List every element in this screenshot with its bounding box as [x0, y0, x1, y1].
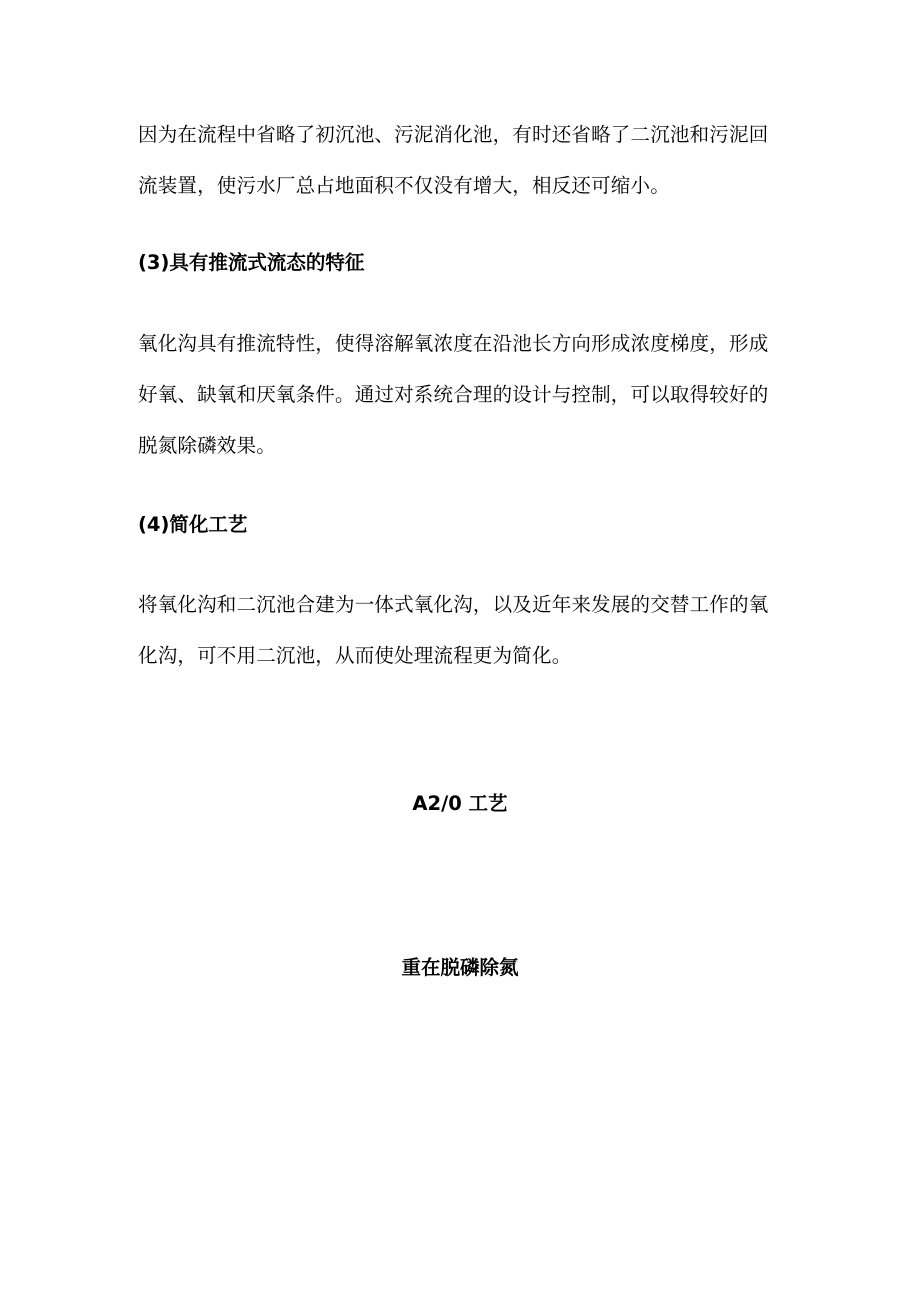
paragraph-simplified-process: 将氧化沟和二沉池合建为一体式氧化沟，以及近年来发展的交替工作的氧化沟，可不用二沉池，从而使处理流程更为简化。	[138, 593, 769, 667]
heading-simplified-process: (4)简化工艺	[138, 513, 248, 536]
section-title-a2o: A2/0 工艺	[412, 792, 508, 815]
paragraph-plug-flow: 氧化沟具有推流特性，使得溶解氧浓度在沿池长方向形成浓度梯度，形成好氧、缺氧和厌氧条件。通过对系统合理的设计与控制，可以取得较好的脱氮除磷效果。	[138, 332, 769, 457]
section-subtitle: 重在脱磷除氮	[401, 956, 519, 979]
heading-plug-flow-feature: (3)具有推流式流态的特征	[138, 251, 365, 274]
paragraph-land-saving: 因为在流程中省略了初沉池、污泥消化池，有时还省略了二沉池和污泥回流装置，使污水厂总占地面积不仅没有增大，相反还可缩小。	[138, 123, 769, 197]
